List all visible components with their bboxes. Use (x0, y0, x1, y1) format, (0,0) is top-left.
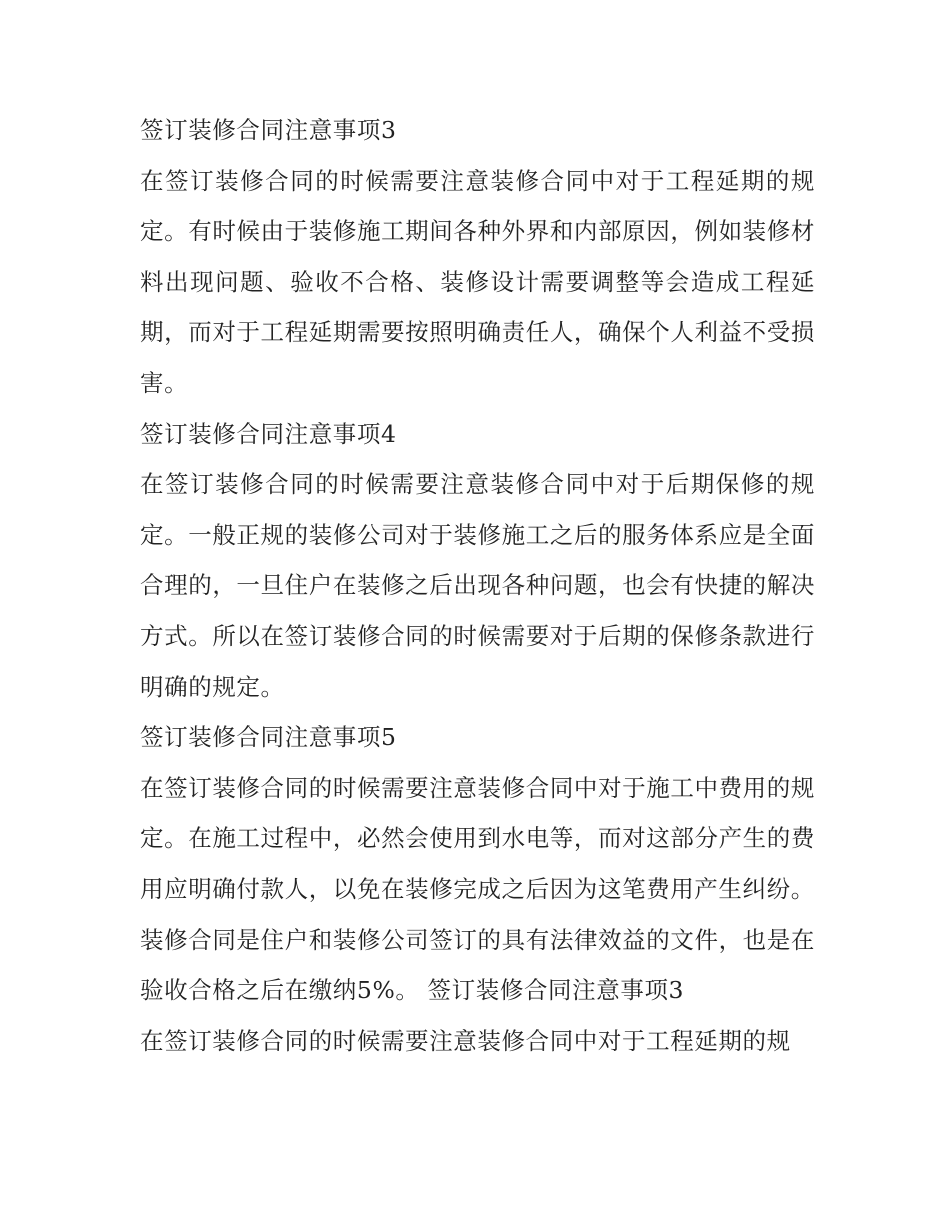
trailing-line: 在签订装修合同的时候需要注意装修合同中对于工程延期的规 (140, 1026, 791, 1055)
section-heading-3: 签订装修合同注意事项3 (140, 116, 397, 144)
section-heading-4: 签订装修合同注意事项4 (140, 419, 397, 448)
section-heading-5: 签订装修合同注意事项5 (140, 723, 397, 752)
closing-paragraph: 装修合同是住户和装修公司签订的具有法律效益的文件，也是在验收合格之后在缴纳5%。 签订装修合同注意事项3 (140, 925, 815, 1005)
document-page (140, 105, 815, 1066)
section-body-5: 在签订装修合同的时候需要注意装修合同中对于施工中费用的规定。在施工过程中，必然会使用到水电等，而对这部分产生的费用应明确付款人，以免在装修完成之后因为这笔费用产生纠纷。 (140, 773, 815, 903)
section-body-3: 在签订装修合同的时候需要注意装修合同中对于工程延期的规定。有时候由于装修施工期间各种外界和内部原因，例如装修材料出现问题、验收不合格、装修设计需要调整等会造成工程延期，而对于工程延期需要按照明确责任人，确保个人利益不受损害。 (140, 166, 815, 397)
section-body-4: 在签订装修合同的时候需要注意装修合同中对于后期保修的规定。一般正规的装修公司对于装修施工之后的服务体系应是全面合理的，一旦住户在装修之后出现各种问题，也会有快捷的解决方式。所以在签订装修合同的时候需要对于后期的保修条款进行明确的规定。 (140, 470, 815, 701)
